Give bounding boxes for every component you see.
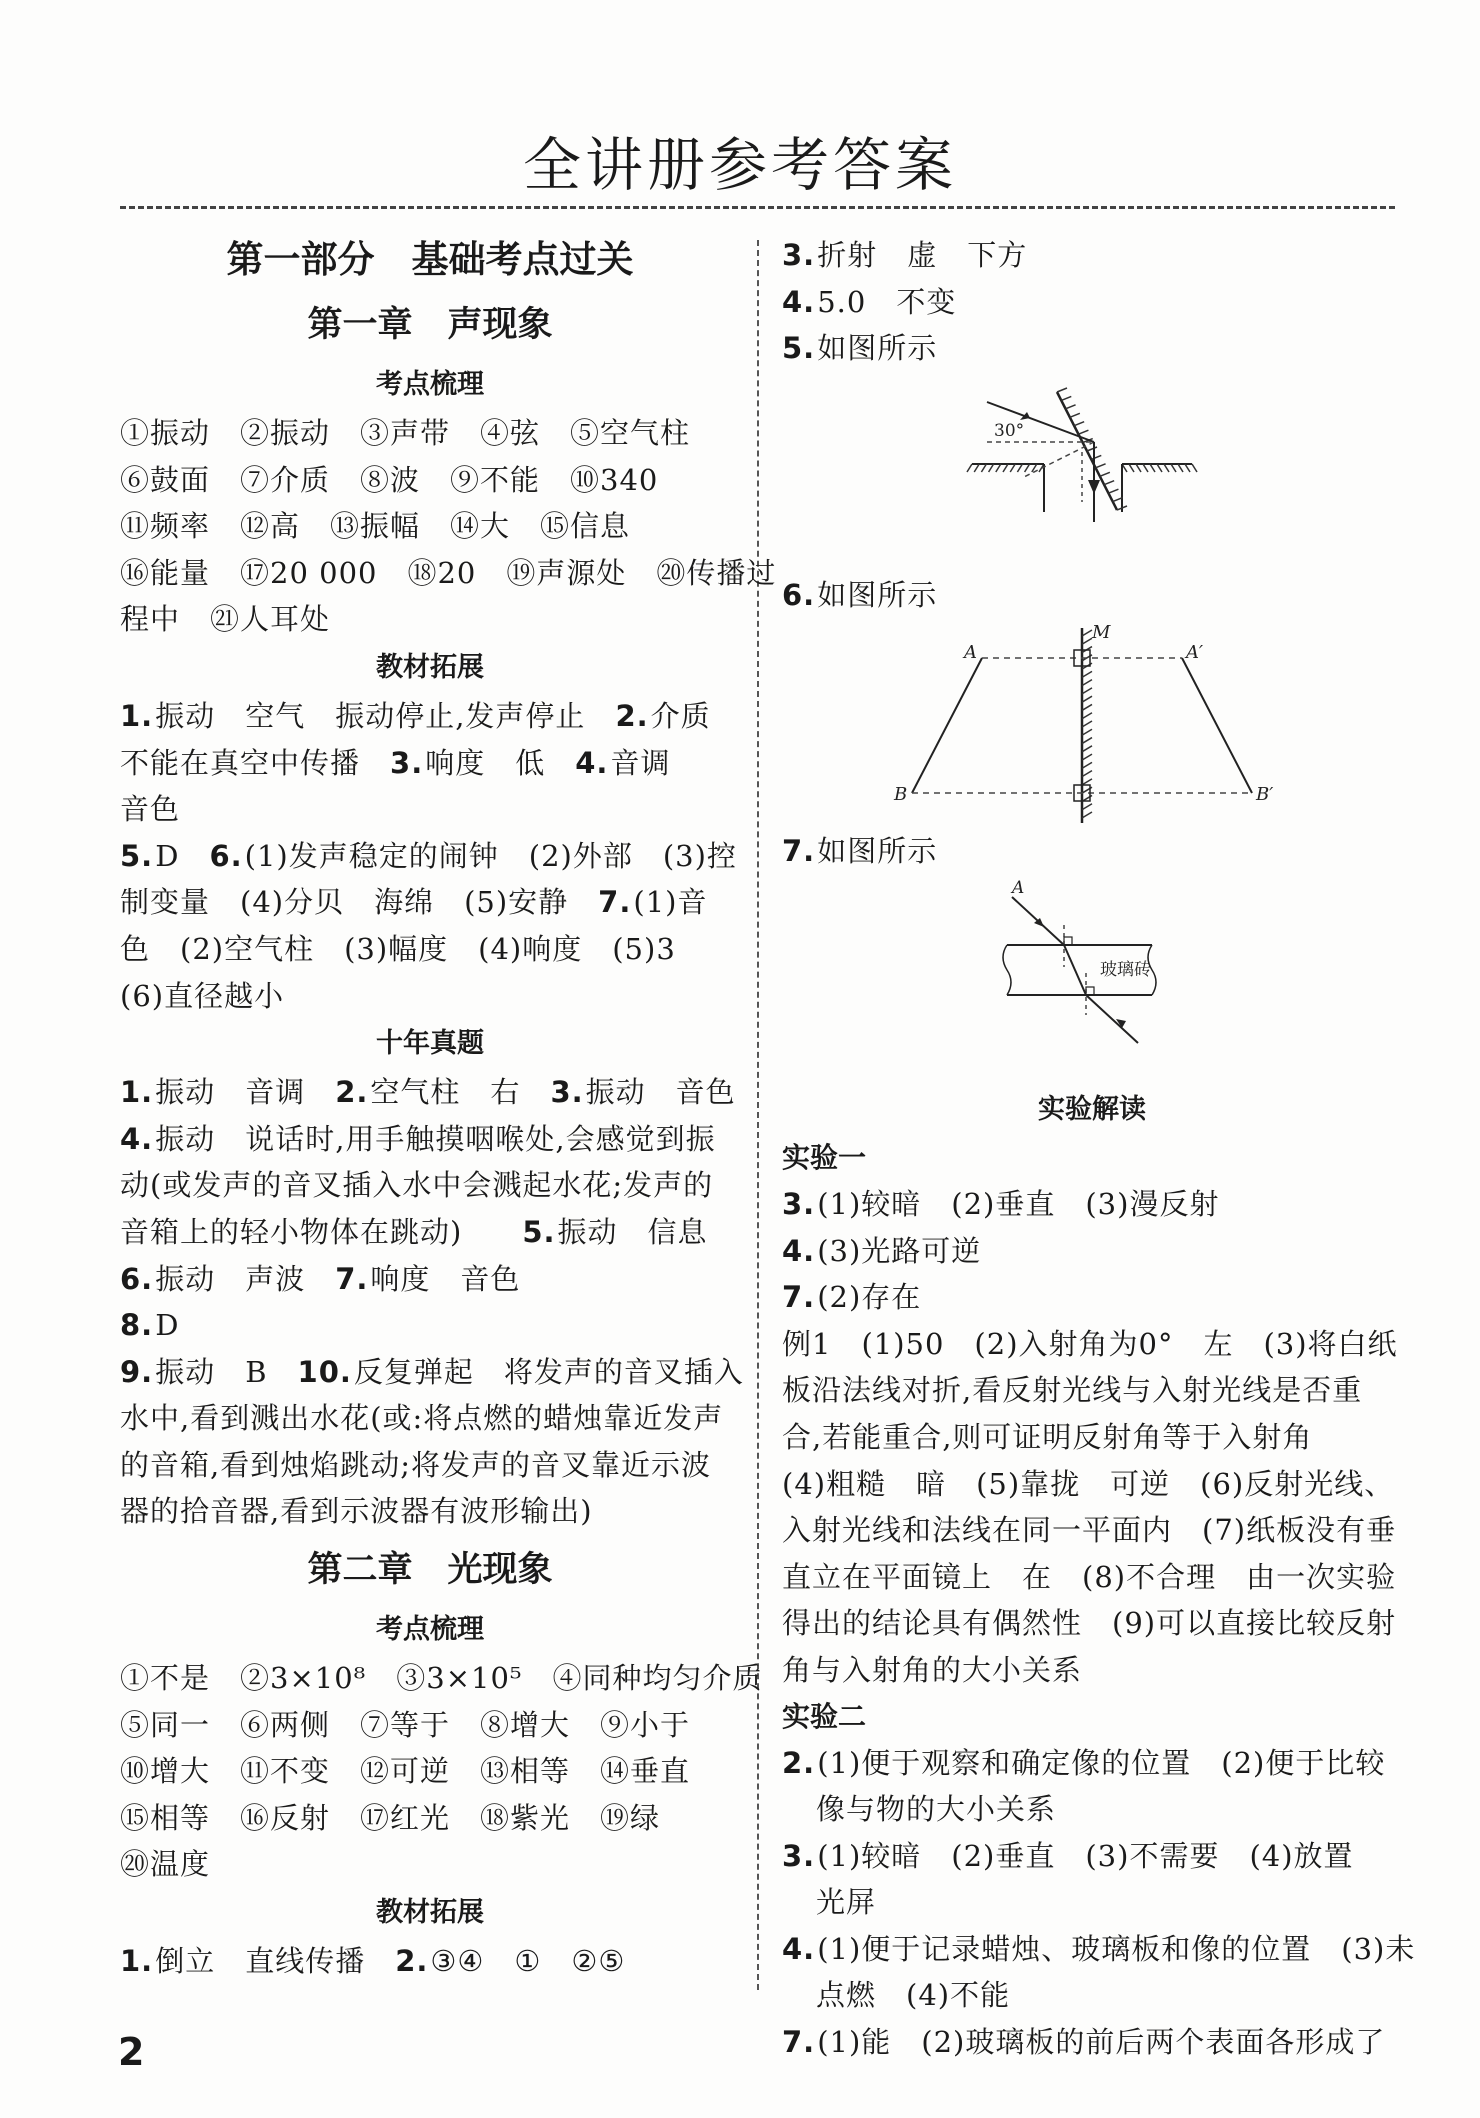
answer-line [120, 879, 740, 926]
item-text: 光屏 [816, 1885, 877, 1920]
answer-line [120, 1349, 744, 1396]
answer-line [782, 1600, 1402, 1647]
answer-line [782, 1879, 1402, 1926]
item-text: 不能在真空中传播 [120, 745, 391, 780]
experiment-label: 实验一 [782, 1140, 867, 1174]
item-text: 角与入射角的大小关系 [782, 1652, 1083, 1687]
item-text: (4)粗糙 暗 (5)靠拢 可逆 (6)反射光线、 [782, 1466, 1395, 1501]
plane-mirror-image-diagram [782, 618, 1402, 828]
item-text: 介质 [650, 698, 711, 733]
experiment-label: 实验二 [782, 1699, 867, 1733]
item-number: 6. [120, 1261, 154, 1296]
label-a: A [1012, 877, 1025, 898]
answer-line: ⑯能量 ⑰20 000 ⑱20 ⑲声源处 ⑳传播过 [120, 555, 777, 590]
answer-line [120, 1162, 740, 1209]
label-a: A [964, 642, 977, 664]
item-text: 点燃 (4)不能 [816, 1978, 1011, 2013]
answer-line [782, 828, 1402, 875]
item-text: (6)直径越小 [120, 978, 285, 1013]
item-number: 2. [335, 1075, 369, 1110]
answer-line [782, 1228, 1402, 1275]
item-text: D [155, 838, 210, 873]
answer-line: ⑳温度 [120, 1847, 211, 1882]
answer-line [782, 1414, 1402, 1461]
figure-7 [782, 875, 1402, 1085]
page-number: 2 [118, 2030, 145, 2074]
item-text: 振动 声波 [155, 1261, 336, 1296]
item-text: 振动 音色 [585, 1075, 736, 1110]
item-text: (1)较暗 (2)垂直 (3)漫反射 [817, 1186, 1220, 1221]
section-heading: 考点梳理 [376, 1614, 484, 1646]
answer-line [782, 1367, 1402, 1414]
figure-5 [782, 372, 1402, 572]
item-text: 得出的结论具有偶然性 (9)可以直接比较反射 [782, 1606, 1397, 1641]
answer-line [782, 279, 1402, 326]
label-b-prime: B′ [1256, 784, 1274, 806]
item-number: 4. [782, 284, 816, 319]
item-number: 7. [598, 885, 632, 920]
answer-line [782, 572, 1402, 619]
item-number: 6. [209, 838, 243, 873]
page-title: 全讲册参考答案 [522, 131, 957, 199]
label-a-prime: A′ [1186, 642, 1204, 664]
item-number: 7. [782, 834, 816, 869]
chapter-title: 第一章 声现象 [307, 305, 553, 345]
item-text: 如图所示 [817, 834, 938, 869]
item-text: 反复弹起 将发声的音叉插入 [353, 1354, 744, 1389]
label-b: B [894, 784, 908, 806]
figure-6 [782, 618, 1402, 828]
right-column [782, 232, 1416, 2066]
item-text: D [155, 1308, 180, 1343]
answer-line: ①振动 ②振动 ③声带 ④弦 ⑤空气柱 [120, 416, 691, 450]
item-text: 音调 [610, 745, 671, 780]
item-number: 3. [782, 1186, 816, 1221]
item-number: 6. [782, 577, 816, 612]
item-text: 例1 (1)50 (2)入射角为0° 左 (3)将白纸 [782, 1326, 1398, 1361]
answer-line: ①不是 ②3×10⁸ ③3×10⁵ ④同种均匀介质 [120, 1661, 763, 1696]
item-number: 2. [615, 698, 649, 733]
answer-line: ⑤同一 ⑥两侧 ⑦等于 ⑧增大 ⑨小于 [120, 1707, 691, 1742]
item-number: 5. [120, 838, 154, 873]
item-text: (3)光路可逆 [817, 1233, 982, 1268]
item-number: 4. [782, 1233, 816, 1268]
chapter-title: 第二章 光现象 [307, 1550, 553, 1591]
item-text: 音色 [120, 792, 181, 827]
item-number: 7. [782, 2025, 816, 2060]
glass-brick-refraction-diagram [782, 875, 1402, 1085]
section-heading: 十年真题 [376, 1028, 484, 1060]
answer-line [120, 926, 740, 973]
answer-line [782, 1740, 1402, 1787]
answer-line [120, 1069, 740, 1116]
item-text: 振动 B [155, 1354, 298, 1389]
answer-line [120, 1209, 740, 1256]
answer-line [120, 1488, 740, 1535]
answer-line [120, 786, 740, 833]
item-text: 合,若能重合,则可证明反射角等于入射角 [782, 1419, 1313, 1454]
item-text: 板沿法线对折,看反射光线与入射光线是否重 [782, 1373, 1363, 1408]
item-text: 如图所示 [817, 331, 938, 366]
column-divider [757, 240, 759, 1990]
item-text: 动(或发声的音叉插入水中会溅起水花;发声的 [120, 1168, 714, 1203]
item-number: 1. [120, 1944, 154, 1979]
glass-label: 玻璃砖 [1100, 959, 1151, 980]
answer-line [782, 1926, 1416, 1973]
answer-line [782, 1507, 1402, 1554]
answer-line [782, 1647, 1402, 1694]
item-text: (1)便于记录蜡烛、玻璃板和像的位置 (3)未 [817, 1931, 1416, 1966]
answer-line: ⑮相等 ⑯反射 ⑰红光 ⑱紫光 ⑲绿 [120, 1800, 661, 1835]
answer-line [782, 1833, 1402, 1880]
item-text: 如图所示 [817, 577, 938, 612]
item-number: 8. [120, 1308, 154, 1343]
answer-line [782, 1321, 1402, 1368]
item-number: 2. [782, 1745, 816, 1780]
answer-line [120, 693, 740, 740]
item-number: 5. [522, 1214, 556, 1249]
item-text: ③④ ① ②⑤ [430, 1944, 626, 1979]
item-number: 7. [335, 1261, 369, 1296]
item-text: 响度 低 [425, 745, 576, 780]
item-text: 空气柱 右 [370, 1075, 551, 1110]
item-text: (1)能 (2)玻璃板的前后两个表面各形成了 [817, 2025, 1386, 2060]
answer-line [782, 2019, 1402, 2066]
item-text: 像与物的大小关系 [816, 1792, 1057, 1827]
item-number: 4. [120, 1121, 154, 1156]
answer-line [120, 1442, 740, 1489]
angle-label: 30° [994, 420, 1025, 441]
item-text: 直立在平面镜上 在 (8)不合理 由一次实验 [782, 1559, 1397, 1594]
item-text: 制变量 (4)分贝 海绵 (5)安静 [120, 885, 599, 920]
item-text: 入射光线和法线在同一平面内 (7)纸板没有垂 [782, 1513, 1397, 1548]
item-number: 4. [782, 1931, 816, 1966]
label-m: M [1092, 622, 1111, 644]
title-divider [120, 206, 1395, 209]
item-text: 倒立 直线传播 [155, 1944, 396, 1979]
item-text: (1)便于观察和确定像的位置 (2)便于比较 [817, 1745, 1386, 1780]
left-column [120, 230, 777, 1985]
answer-line [782, 325, 1402, 372]
reflection-diagram [782, 372, 1402, 572]
section-heading: 实验解读 [1038, 1093, 1146, 1125]
object-ab [912, 658, 982, 793]
item-number: 3. [782, 1838, 816, 1873]
answer-line [782, 232, 1402, 279]
part-title: 第一部分 基础考点过关 [226, 238, 634, 281]
item-number: 2. [395, 1944, 429, 1979]
answer-line [782, 1461, 1402, 1508]
answer-line [782, 1554, 1402, 1601]
section-heading: 考点梳理 [376, 369, 484, 400]
item-text: 响度 音色 [370, 1261, 521, 1296]
answer-line: ⑥鼓面 ⑦介质 ⑧波 ⑨不能 ⑩340 [120, 462, 659, 497]
answer-line [120, 1938, 740, 1985]
item-number: 3. [390, 745, 424, 780]
answer-line [120, 1256, 740, 1303]
emergent-ray [1086, 995, 1138, 1043]
item-text: 振动 空气 振动停止,发声停止 [155, 698, 616, 733]
item-text: 的音箱,看到烛焰跳动;将发声的音叉靠近示波 [120, 1447, 711, 1482]
item-text: 振动 音调 [155, 1075, 336, 1110]
item-number: 4. [575, 745, 609, 780]
section-heading: 教材拓展 [376, 651, 484, 683]
item-number: 3. [782, 238, 816, 272]
item-text: (1)音 [633, 885, 708, 920]
answer-line [120, 833, 740, 880]
item-text: (2)存在 [817, 1280, 922, 1315]
answer-line [782, 1786, 1402, 1833]
refracted-ray [1064, 945, 1086, 995]
item-number: 9. [120, 1354, 154, 1389]
item-text: 水中,看到溅出水花(或:将点燃的蜡烛靠近发声 [120, 1401, 724, 1436]
item-text: 折射 虚 下方 [817, 238, 1028, 272]
answer-line: 程中 ㉑人耳处 [120, 602, 331, 637]
item-number: 10. [297, 1354, 352, 1389]
item-number: 3. [550, 1075, 584, 1110]
item-number: 5. [782, 331, 816, 366]
item-text: 振动 信息 [557, 1214, 708, 1249]
item-number: 1. [120, 698, 154, 733]
item-text: 器的拾音器,看到示波器有波形输出) [120, 1494, 593, 1529]
answer-line [120, 1116, 740, 1163]
answer-line [120, 1302, 740, 1349]
item-text: 振动 说话时,用手触摸咽喉处,会感觉到振 [155, 1121, 716, 1156]
answer-line [120, 973, 740, 1020]
item-text: 音箱上的轻小物体在跳动) [120, 1214, 523, 1249]
answer-line [782, 1181, 1402, 1228]
item-number: 1. [120, 1075, 154, 1110]
answer-line: ⑩增大 ⑪不变 ⑫可逆 ⑬相等 ⑭垂直 [120, 1754, 691, 1789]
item-text: (1)发声稳定的闹钟 (2)外部 (3)控 [244, 838, 737, 873]
answer-line [120, 1395, 740, 1442]
item-number: 7. [782, 1280, 816, 1315]
item-text: (1)较暗 (2)垂直 (3)不需要 (4)放置 [817, 1838, 1354, 1873]
item-text: 5.0 不变 [817, 284, 957, 319]
item-text: 色 (2)空气柱 (3)幅度 (4)响度 (5)3 [120, 931, 676, 966]
answer-line: ⑪频率 ⑫高 ⑬振幅 ⑭大 ⑮信息 [120, 509, 631, 544]
answer-line [782, 1972, 1402, 2019]
answer-line [782, 1274, 1402, 1321]
image-ab [1182, 658, 1252, 793]
section-heading: 教材拓展 [376, 1897, 484, 1929]
answer-line [120, 740, 740, 787]
